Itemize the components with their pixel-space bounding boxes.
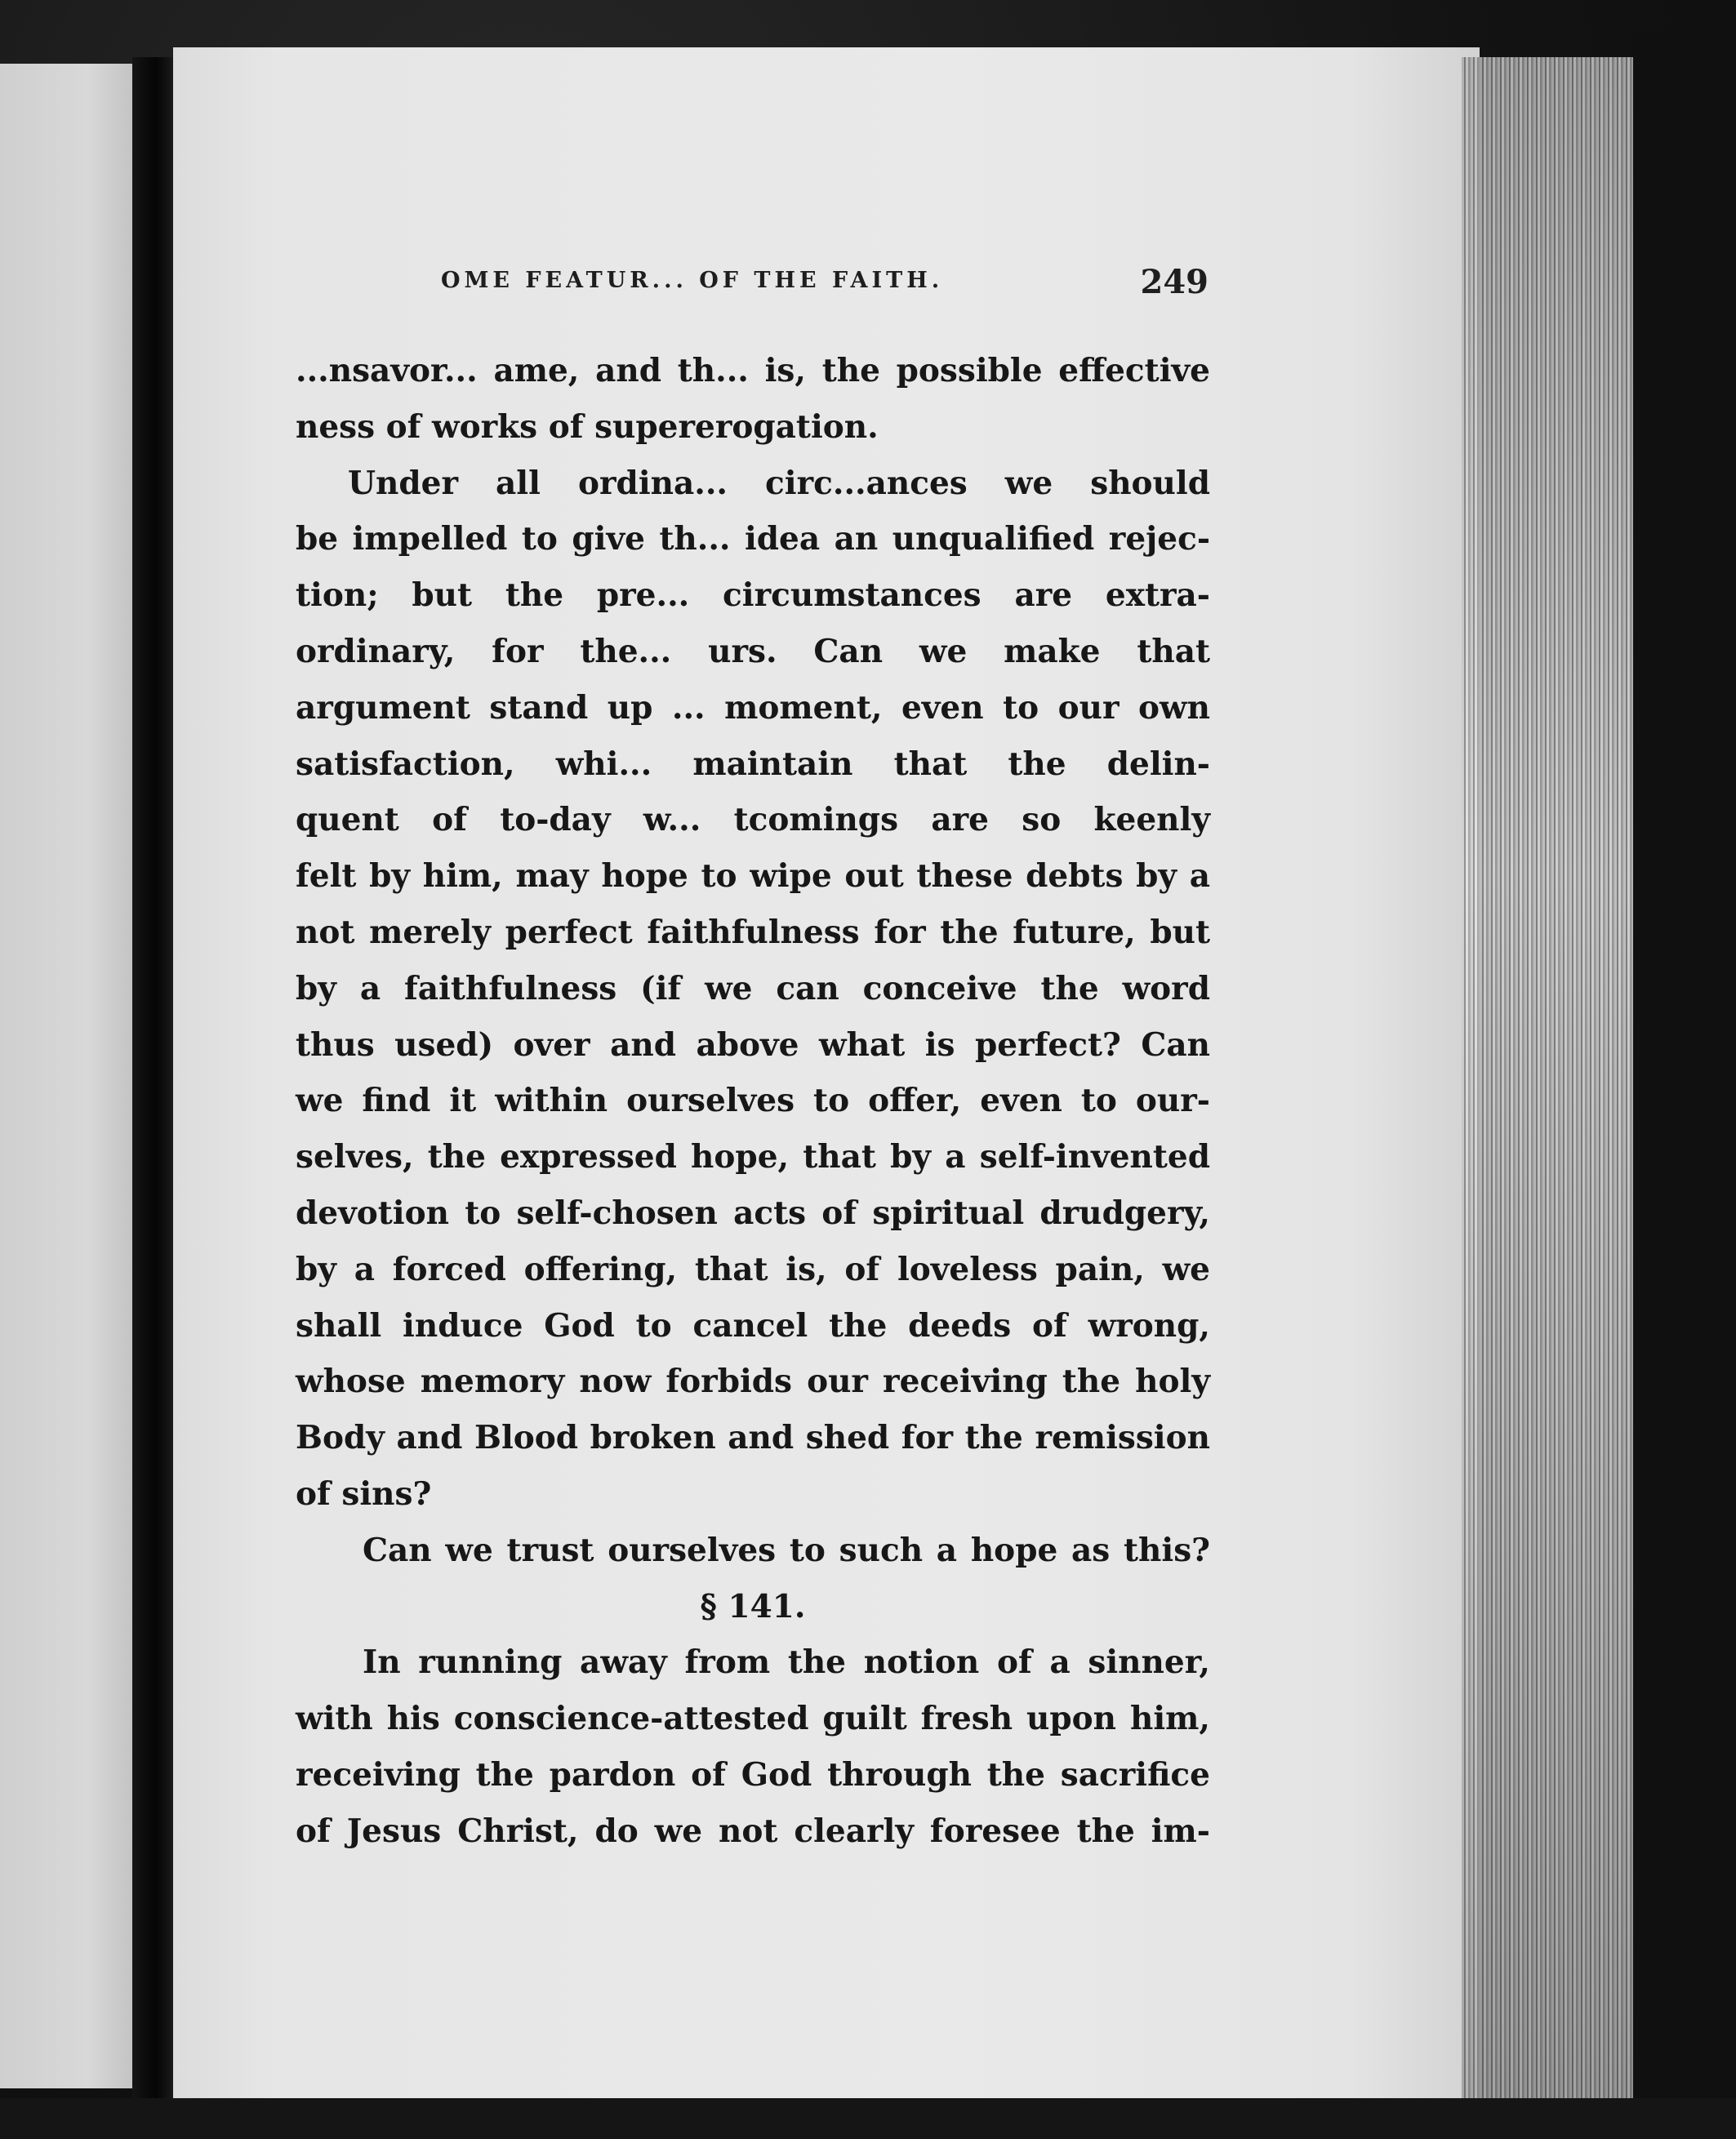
text-line: devotion to self-chosen acts of spiritual drudgery, (296, 1194, 1210, 1232)
paragraph-4 (296, 1634, 1210, 1859)
right-dark-margin (1633, 33, 1736, 2139)
page-number: 249 (1140, 263, 1209, 301)
text-line: whose memory now forbids our receiving the holy (296, 1363, 1210, 1401)
text-line: thus used) over and above what is perfect? Can (296, 1025, 1210, 1064)
text-line: with his conscience-attested guilt fresh upon him, (296, 1700, 1210, 1738)
paragraph-3 (296, 1523, 1210, 1579)
page-body (296, 343, 1210, 1860)
text-line: receiving the pardon of God through the sacrifice (296, 1755, 1210, 1794)
text-line: satisfaction, whi... maintain that the delin- (296, 745, 1210, 783)
page-header (441, 263, 1209, 304)
paragraph-1 (296, 343, 1210, 456)
page-leaves-shade (1462, 57, 1649, 2098)
text-line: felt by him, may hope to wipe out these debts by a (296, 857, 1210, 896)
text-line: tion; but the pre... circumstances are extra- (296, 576, 1210, 615)
text-line: by a forced offering, that is, of loveless pain, we (296, 1250, 1210, 1288)
facing-page-edge (0, 64, 147, 2088)
text-line: In running away from the notion of a sinner, (363, 1643, 1210, 1682)
text-line: of Jesus Christ, do we not clearly foresee the im- (296, 1812, 1210, 1850)
text-line: Can we trust ourselves to such a hope as this? (363, 1531, 1210, 1569)
text-line: quent of to-day w... tcomings are so keenly (296, 801, 1210, 839)
text-line: by a faithfulness (if we can conceive the word (296, 969, 1210, 1007)
text-line: we find it within ourselves to offer, even to our- (296, 1082, 1210, 1120)
bottom-dark-margin (0, 2098, 1736, 2139)
text-line: not merely perfect faithfulness for the future, but (296, 913, 1210, 951)
running-title: OME FEATUR... OF THE FAITH. (441, 268, 944, 293)
text-line: Body and Blood broken and shed for the remission (296, 1419, 1210, 1457)
text-line: be impelled to give th... idea an unqualified rejec- (296, 520, 1210, 558)
text-line: argument stand up ... moment, even to our own (296, 688, 1210, 727)
text-line: ordinary, for the... urs. Can we make that (296, 632, 1210, 670)
text-line: ness of works of supererogation. (296, 407, 879, 446)
paragraph-2 (296, 456, 1210, 1523)
text-line: shall induce God to cancel the deeds of wrong, (296, 1306, 1210, 1345)
text-line: ...nsavor... ame, and th... is, the possible effective (296, 352, 1210, 389)
text-line: Under all ordina... circ...ances we should (348, 464, 1210, 502)
text-line: of sins? (296, 1474, 432, 1513)
text-line: selves, the expressed hope, that by a self-invented (296, 1138, 1210, 1176)
section-heading: § 141. (700, 1587, 806, 1625)
